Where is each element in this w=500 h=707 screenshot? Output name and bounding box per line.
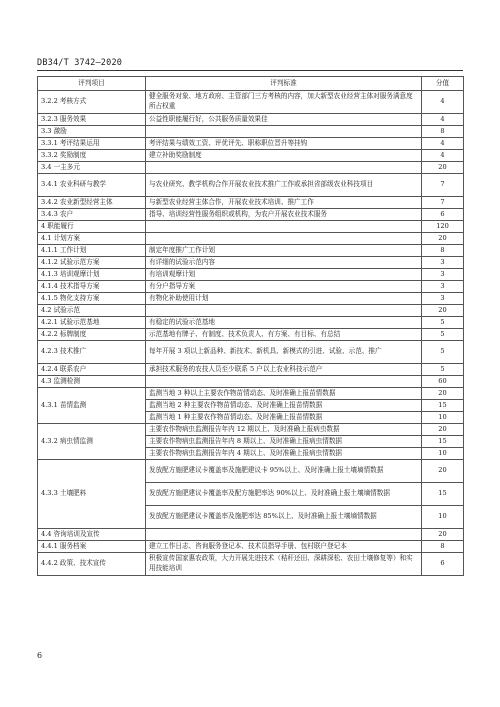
cell-score: 3 (422, 257, 464, 269)
evaluation-table (37, 76, 464, 576)
table-row (38, 329, 464, 341)
table-row (38, 529, 464, 541)
cell-item: 4.1.3 培训观摩计划 (38, 269, 146, 281)
cell-standard: 制定年度推广工作计划 (146, 245, 422, 257)
cell-standard: 示范基地有牌子、有制度、技术负责人、有方案、有目标、有总结 (146, 329, 422, 341)
cell-item: 4 职能履行 (38, 221, 146, 233)
col-header-item: 评判项目 (38, 77, 146, 91)
cell-item: 4.3 监测检测 (38, 376, 146, 388)
table-row (38, 269, 464, 281)
cell-score: 4 (422, 150, 464, 162)
cell-score: 8 (422, 245, 464, 257)
cell-score: 6 (422, 209, 464, 221)
page-number: 6 (37, 651, 43, 660)
cell-score: 3 (422, 281, 464, 293)
cell-score: 8 (422, 126, 464, 138)
cell-score: 7 (422, 197, 464, 209)
cell-score: 5 (422, 317, 464, 329)
cell-standard: 有物化补助使用计划 (146, 293, 422, 305)
cell-score: 3 (422, 293, 464, 305)
cell-score: 5 (422, 329, 464, 341)
cell-standard: 建立补助奖励制度 (146, 150, 422, 162)
cell-standard: 承担技术服务的农技人员至少联系 5 户以上农业科技示范户 (146, 364, 422, 376)
cell-standard: 与农业研究、教学机构合作开展农业技术推广工作或承担省部级农业科技项目 (146, 174, 422, 197)
cell-standard (146, 529, 422, 541)
table-row (38, 162, 464, 174)
cell-standard: 主要农作物病虫监测报告年内 8 期以上、及时准确上报病虫情数据 (146, 436, 422, 448)
cell-score: 6 (422, 553, 464, 576)
cell-standard: 有培训观摩计划 (146, 269, 422, 281)
cell-standard: 监测当地 2 种主要农作物苗情动态、及时准确上报苗情数据 (146, 400, 422, 412)
table-row (38, 341, 464, 364)
table-row (38, 424, 464, 436)
cell-item: 4.1 计划方案 (38, 233, 146, 245)
cell-item: 4.2 试验示范 (38, 305, 146, 317)
table-row (38, 209, 464, 221)
cell-item: 4.1.5 物化支持方案 (38, 293, 146, 305)
cell-item: 4.2.2 标牌制度 (38, 329, 146, 341)
cell-item: 4.4 咨询培训及宣传 (38, 529, 146, 541)
table-row (38, 233, 464, 245)
cell-score: 3 (422, 269, 464, 281)
cell-score: 20 (422, 305, 464, 317)
table-row (38, 257, 464, 269)
cell-standard: 有详细的试验示范内容 (146, 257, 422, 269)
cell-item: 4.2.4 联系农户 (38, 364, 146, 376)
cell-standard: 有稳定的试验示范基地 (146, 317, 422, 329)
cell-item: 3.3.1 考评结果运用 (38, 138, 146, 150)
cell-standard: 主要农作物病虫监测报告年内 4 期以上、及时准确上报病虫情数据 (146, 448, 422, 460)
table-row (38, 388, 464, 400)
cell-standard (146, 233, 422, 245)
cell-standard: 有分户指导方案 (146, 281, 422, 293)
cell-score: 8 (422, 541, 464, 553)
cell-item: 4.2.3 技术推广 (38, 341, 146, 364)
cell-standard (146, 126, 422, 138)
cell-standard: 公益性职能履行好，公共服务质量效果佳 (146, 114, 422, 126)
table-row (38, 541, 464, 553)
cell-standard: 积极宣传国家惠农政策，大力开展先进技术（秸秆还田、深耕深松、农田土壤修复等）和实用技能培训 (146, 553, 422, 576)
table-row (38, 126, 464, 138)
table-row (38, 293, 464, 305)
cell-score: 15 (422, 436, 464, 448)
header-rule (37, 70, 463, 71)
cell-standard: 监测当地 1 种主要农作物苗情动态、及时准确上报苗情数据 (146, 412, 422, 424)
table-row (38, 138, 464, 150)
table-row (38, 281, 464, 293)
cell-item: 3.2.2 考核方式 (38, 91, 146, 114)
document-code: DB34/T 3742—2020 (37, 58, 123, 68)
cell-item: 4.3.3 土壤肥料 (38, 460, 146, 529)
col-header-standard: 评判标准 (146, 77, 422, 91)
cell-score: 20 (422, 529, 464, 541)
cell-score: 4 (422, 114, 464, 126)
cell-item: 3.4.3 农户 (38, 209, 146, 221)
cell-item: 3.2.3 服务效果 (38, 114, 146, 126)
cell-score: 5 (422, 341, 464, 364)
cell-item: 3.3 激励 (38, 126, 146, 138)
table-row (38, 460, 464, 483)
cell-item: 3.4.1 农业科研与教学 (38, 174, 146, 197)
cell-score: 5 (422, 364, 464, 376)
cell-item: 4.4.1 服务档案 (38, 541, 146, 553)
table-row (38, 150, 464, 162)
table-row (38, 317, 464, 329)
cell-item: 4.2.1 试验示范基地 (38, 317, 146, 329)
cell-standard (146, 221, 422, 233)
cell-standard: 主要农作物病虫监测报告年内 12 期以上、及时准确上报病虫数据 (146, 424, 422, 436)
table-row (38, 553, 464, 576)
cell-score: 120 (422, 221, 464, 233)
cell-item: 4.3.1 苗情监测 (38, 388, 146, 424)
cell-standard: 指导、培训经营性服务组织或机构，为农户开展农业技术服务 (146, 209, 422, 221)
cell-score: 4 (422, 138, 464, 150)
cell-item: 3.4.2 农业新型经营主体 (38, 197, 146, 209)
cell-item: 4.1.2 试验示范方案 (38, 257, 146, 269)
table-row (38, 174, 464, 197)
cell-score: 20 (422, 233, 464, 245)
table-row (38, 376, 464, 388)
table-row (38, 305, 464, 317)
cell-score: 15 (422, 483, 464, 506)
table-row (38, 91, 464, 114)
cell-standard (146, 305, 422, 317)
cell-item: 4.1.4 技术指导方案 (38, 281, 146, 293)
cell-item: 4.1.1 工作计划 (38, 245, 146, 257)
col-header-score: 分值 (422, 77, 464, 91)
cell-standard: 每年开展 3 项以上新品种、新技术、新机具、新模式的引进、试验、示范、推广 (146, 341, 422, 364)
cell-score: 10 (422, 448, 464, 460)
table-header-row (38, 77, 464, 91)
cell-score: 20 (422, 162, 464, 174)
cell-score: 20 (422, 460, 464, 483)
cell-item: 3.4 一主多元 (38, 162, 146, 174)
cell-item: 4.3.2 病虫情监测 (38, 424, 146, 460)
cell-item: 3.3.2 奖励制度 (38, 150, 146, 162)
table-row (38, 245, 464, 257)
table-row (38, 364, 464, 376)
cell-score: 20 (422, 388, 464, 400)
cell-score: 10 (422, 506, 464, 529)
cell-score: 20 (422, 424, 464, 436)
cell-standard: 考评结果与绩效工资、评优评先、职称职位晋升等挂钩 (146, 138, 422, 150)
cell-score: 7 (422, 174, 464, 197)
table-row (38, 221, 464, 233)
cell-standard (146, 162, 422, 174)
cell-item: 4.4.2 政策、技术宣传 (38, 553, 146, 576)
cell-standard: 建立工作日志、咨询服务登记本、技术员指导手册、包村联户登记本 (146, 541, 422, 553)
cell-score: 4 (422, 91, 464, 114)
cell-score: 10 (422, 412, 464, 424)
cell-standard: 发放配方施肥建议卡覆盖率及施肥率达 85%以上、及时准确上报土壤墒情数据 (146, 506, 422, 529)
cell-score: 60 (422, 376, 464, 388)
cell-standard: 发放配方施肥建议卡覆盖率及配方施肥率达 90%以上、及时准确上报土壤墒情数据 (146, 483, 422, 506)
cell-standard: 健全服务对象、地方政府、主管部门三方考核的内容，加大新型农业经营主体对服务满意度所占权重 (146, 91, 422, 114)
cell-standard (146, 376, 422, 388)
table-row (38, 197, 464, 209)
table-row (38, 114, 464, 126)
cell-standard: 监测当地 3 种以上主要农作物苗情动态、及时准确上报苗情数据 (146, 388, 422, 400)
cell-score: 15 (422, 400, 464, 412)
cell-standard: 与新型农业经营主体合作，开展农业技术培训、推广工作 (146, 197, 422, 209)
cell-standard: 发放配方施肥建议卡覆盖率及施肥建议卡 95%以上、及时准确上报土壤墒情数据 (146, 460, 422, 483)
